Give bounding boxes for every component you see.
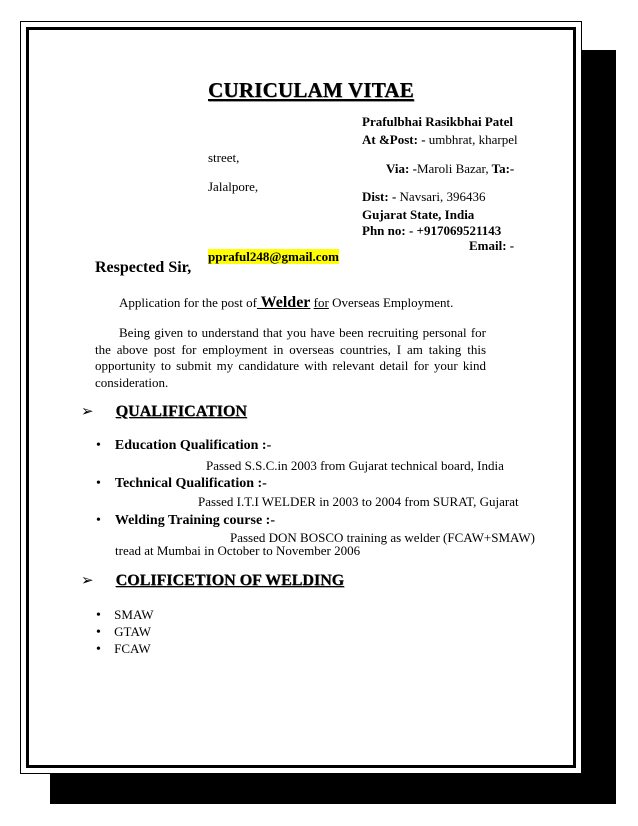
email-link[interactable]: ppraful248@gmail.com: [208, 249, 339, 264]
email-label: Email: -: [469, 238, 515, 253]
list-item: [96, 474, 267, 492]
dist-value: Navsari, 396436: [396, 189, 486, 204]
intro-paragraph: Being given to understand that you have been recruiting personal for the above post for employment in overseas countries, I am taking this opportunity to submit my candidature with relevant detail for your kind consideration.: [95, 325, 486, 390]
application-suffix: Overseas Employment.: [328, 295, 454, 310]
application-line: [119, 294, 453, 312]
qualification-heading: QUALIFICATION: [115, 403, 247, 420]
application-for: for: [313, 295, 329, 310]
arrow-icon: ➢: [81, 573, 94, 589]
qualification-heading-row: [81, 402, 247, 421]
list-item: [96, 641, 151, 658]
training-label: Welding Training course :-: [114, 513, 276, 528]
application-post: Welder: [256, 294, 311, 311]
list-item: [96, 607, 154, 624]
list-item: [96, 436, 271, 454]
bullet-icon: •: [96, 642, 101, 657]
cv-title: CURICULAM VITAE: [208, 78, 414, 102]
address-at-post: [362, 131, 518, 149]
welding-heading: COLIFICETION OF WELDING: [115, 572, 345, 589]
at-post-label: At &Post: -: [362, 132, 426, 147]
bullet-icon: •: [96, 476, 101, 491]
technical-detail: Passed I.T.I WELDER in 2003 to 2004 from SURAT, Gujarat: [198, 494, 519, 509]
welding-heading-row: [81, 571, 344, 590]
address-phone: Phn no: - +917069521143: [362, 223, 502, 238]
address-via: [386, 160, 514, 178]
address-state: Gujarat State, India: [362, 207, 475, 222]
application-prefix: Application for the post of: [119, 295, 257, 310]
welding-item-smaw: SMAW: [114, 607, 154, 622]
education-detail: Passed S.S.C.in 2003 from Gujarat technical board, India: [206, 458, 504, 473]
arrow-icon: ➢: [81, 404, 94, 420]
education-label: Education Qualification :-: [114, 438, 272, 453]
address-taluka: Jalalpore,: [208, 179, 259, 194]
via-value: Maroli Bazar,: [416, 161, 489, 176]
email-address[interactable]: [208, 248, 339, 266]
training-detail-2: tread at Mumbai in October to November 2006: [115, 543, 361, 558]
applicant-name: Prafulbhai Rasikbhai Patel: [362, 114, 513, 129]
dist-label: Dist: -: [362, 189, 397, 204]
bullet-icon: •: [96, 513, 101, 528]
at-post-value: umbhrat, kharpel: [425, 132, 518, 147]
address-street: street,: [208, 150, 240, 165]
welding-item-gtaw: GTAW: [114, 624, 152, 639]
bullet-icon: •: [96, 608, 101, 623]
training-detail: Passed DON BOSCO training as welder (FCAW+SMAW): [230, 530, 535, 545]
welding-item-fcaw: FCAW: [114, 641, 151, 656]
list-item: [96, 624, 151, 641]
bullet-icon: •: [96, 625, 101, 640]
address-district: [362, 188, 485, 206]
ta-label: Ta:-: [488, 161, 515, 176]
salutation: Respected Sir,: [95, 259, 192, 276]
list-item: [96, 511, 275, 529]
via-label: Via: -: [386, 161, 417, 176]
bullet-icon: •: [96, 438, 101, 453]
technical-label: Technical Qualification :-: [114, 476, 267, 491]
